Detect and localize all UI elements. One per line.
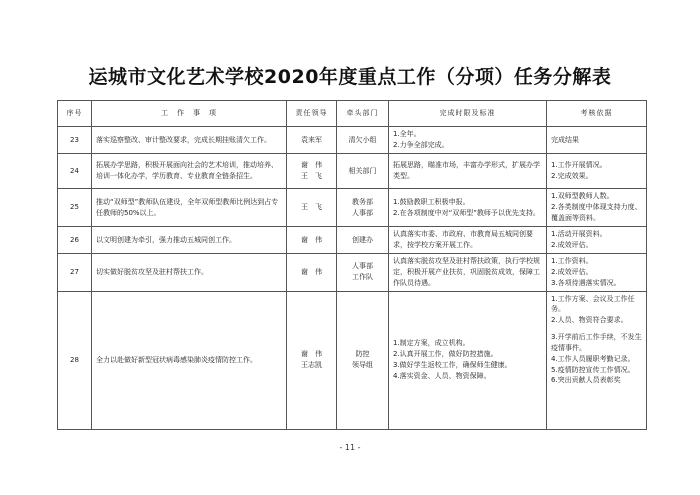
row-dept: 创建办 — [337, 227, 389, 254]
row-leader: 谢 伟 — [287, 254, 337, 292]
page-number: - 11 - — [339, 443, 361, 452]
row-leader: 谢 伟 王志凯 — [287, 291, 337, 429]
row-assessment: 完成结果 — [547, 127, 647, 154]
table-row — [58, 189, 647, 227]
row-deadline: 1.全年。 2.力争全部完成。 — [389, 127, 547, 154]
row-assessment: 1.工作资料。 2.成效评估。 3.各项待遇落实情况。 — [547, 254, 647, 292]
header-no: 序号 — [58, 101, 92, 127]
row-deadline: 1.鼓励教职工积极申报。 2.在各项制度中对“双师型”教师予以优先支持。 — [389, 189, 547, 227]
task-table — [57, 100, 647, 430]
table-row — [58, 227, 647, 254]
table-row — [58, 154, 647, 189]
header-assessment: 考核依据 — [547, 101, 647, 127]
row-no: 25 — [58, 189, 92, 227]
header-leader: 责任领导 — [287, 101, 337, 127]
table-row — [58, 254, 647, 292]
row-task: 拓展办学思路，积极开展面向社会的艺术培训，推动培养、培训一体化办学，学历教育、专业教育全链条招生。 — [92, 154, 287, 189]
row-no: 28 — [58, 291, 92, 429]
row-task: 推动“双师型”教师队伍建设，全年双师型教师比例达到占专任教师的50%以上。 — [92, 189, 287, 227]
header-task: 工 作 事 项 — [92, 101, 287, 127]
row-leader: 王 飞 — [287, 189, 337, 227]
row-no: 27 — [58, 254, 92, 292]
header-dept: 牵头部门 — [337, 101, 389, 127]
row-deadline: 1.制定方案，成立机构。 2.认真开展工作，做好防控措施。 3.做好学生返校工作，确保师生健康。 4.落实资金、人员、物资保障。 — [389, 291, 547, 429]
table-row — [58, 291, 647, 429]
row-dept: 防控 领导组 — [337, 291, 389, 429]
row-assessment: 1.工作开展情况。 2.完成效果。 — [547, 154, 647, 189]
row-no: 24 — [58, 154, 92, 189]
row-assessment: 1.活动开展资料。 2.成效评估。 — [547, 227, 647, 254]
row-dept: 人事部 工作队 — [337, 254, 389, 292]
row-task: 切实做好脱贫攻坚及驻村帮扶工作。 — [92, 254, 287, 292]
document-title: 运城市文化艺术学校2020年度重点工作（分项）任务分解表 — [88, 66, 612, 88]
table-row — [58, 127, 647, 154]
row-no: 26 — [58, 227, 92, 254]
row-no: 23 — [58, 127, 92, 154]
row-leader: 谢 伟 — [287, 227, 337, 254]
row-task: 落实巡察整改、审计整改要求，完成长期挂账清欠工作。 — [92, 127, 287, 154]
row-leader: 谢 伟 王 飞 — [287, 154, 337, 189]
row-deadline: 认真落实市委、市政府、市教育局五城同创要求，按学校方案开展工作。 — [389, 227, 547, 254]
row-assessment: 1.工作方案、会议及工作任务。 2.人员、物资符合要求。 3.开学前后工作手续，不发生疫情事件。 4.工作人员履职考勤记录。 5.疫情防控宣传工作情况。 6.突出贡献人员表彰奖 — [547, 291, 647, 429]
row-deadline: 拓展思路，瞄准市场，丰富办学形式，扩展办学类型。 — [389, 154, 547, 189]
row-dept: 教务部 人事部 — [337, 189, 389, 227]
row-assessment: 1.双师型教师人数。 2.各类制度中体现支持力度、覆盖面等资料。 — [547, 189, 647, 227]
row-deadline: 认真落实脱贫攻坚及驻村帮扶政策，执行学校规定，积极开展产业扶贫，巩固脱贫成效，保障工作队员待遇。 — [389, 254, 547, 292]
row-dept: 清欠小组 — [337, 127, 389, 154]
row-leader: 袁来军 — [287, 127, 337, 154]
header-deadline: 完成时限及标准 — [389, 101, 547, 127]
row-dept: 相关部门 — [337, 154, 389, 189]
row-task: 全力以赴做好新型冠状病毒感染肺炎疫情防控工作。 — [92, 291, 287, 429]
row-task: 以文明创建为牵引，强力推动五城同创工作。 — [92, 227, 287, 254]
table-header-row — [58, 101, 647, 127]
